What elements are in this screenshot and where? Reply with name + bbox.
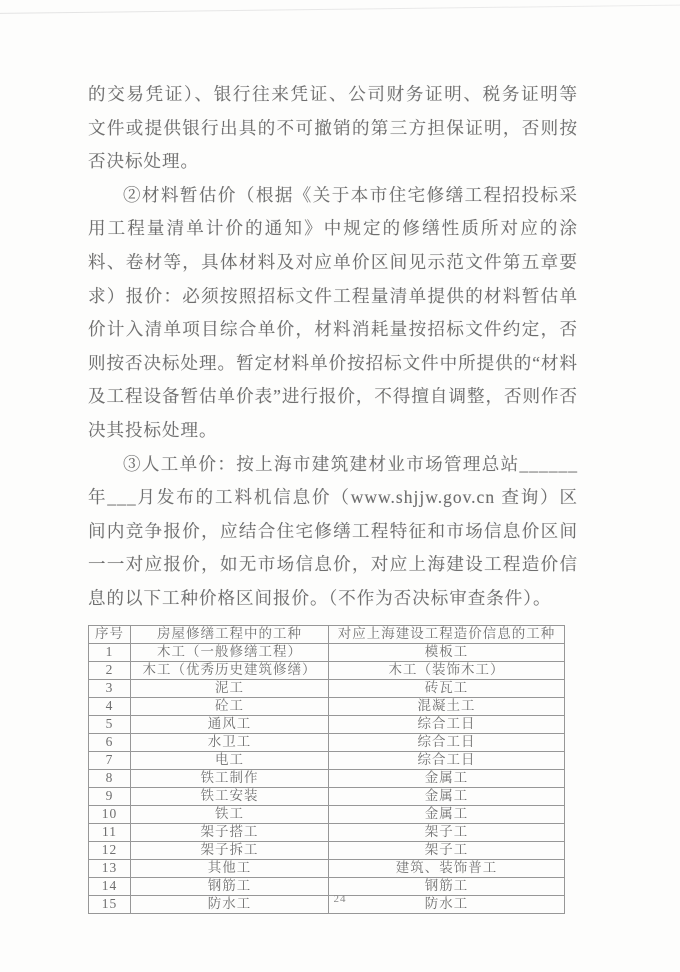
header-serial-number: 序号: [89, 625, 131, 643]
worker-table-body: [89, 643, 565, 913]
cell-repair-trade: 水卫工: [131, 733, 329, 751]
cell-repair-trade: 钢筋工: [131, 877, 329, 895]
cell-pricing-info-trade: 木工（装饰木工）: [329, 661, 565, 679]
paragraph-labor-unit-price: ③人工单价：按上海市建筑建材业市场管理总站______年___月发布的工料机信息价（www.shjjw.gov.cn 查询）区间内竞争报价，应结合住宅修缮工程特征和市场信息价区间一一对应报价，如无市场信息价，对应上海建设工程造价信息的以下工种价格区间报价。（不作为否决标审查条件）。: [88, 453, 578, 608]
cell-repair-trade: 木工（一般修缮工程）: [131, 643, 329, 661]
cell-serial-number: 15: [89, 895, 131, 913]
cell-serial-number: 4: [89, 697, 131, 715]
table-row: [89, 841, 565, 859]
cell-pricing-info-trade: 综合工日: [329, 733, 565, 751]
cell-pricing-info-trade: 架子工: [329, 841, 565, 859]
cell-repair-trade: 铁工制作: [131, 769, 329, 787]
cell-pricing-info-trade: 钢筋工: [329, 877, 565, 895]
cell-serial-number: 10: [89, 805, 131, 823]
cell-pricing-info-trade: 防水工: [329, 895, 565, 913]
cell-serial-number: 2: [89, 661, 131, 679]
cell-repair-trade: 泥工: [131, 679, 329, 697]
cell-pricing-info-trade: 架子工: [329, 823, 565, 841]
cell-pricing-info-trade: 砖瓦工: [329, 679, 565, 697]
cell-pricing-info-trade: 金属工: [329, 769, 565, 787]
table-row: [89, 697, 565, 715]
header-pricing-info-trade: 对应上海建设工程造价信息的工种: [329, 625, 565, 643]
trade-table-header: [89, 625, 565, 643]
cell-repair-trade: 防水工: [131, 895, 329, 913]
header-repair-trade: 房屋修缮工程中的工种: [131, 625, 329, 643]
table-row: [89, 769, 565, 787]
cell-repair-trade: 通风工: [131, 715, 329, 733]
table-row: [89, 715, 565, 733]
cell-serial-number: 13: [89, 859, 131, 877]
paragraph-material-provisional-price: ②材料暂估价（根据《关于本市住宅修缮工程招投标采用工程量清单计价的通知》中规定的修缮性质所对应的涂料、卷材等，具体材料及对应单价区间见示范文件第五章要求）报价：必须按照招标文件工程量清单提供的材料暂估单价计入清单项目综合单价，材料消耗量按招标文件约定，否则按否决标处理。暂定材料单价按招标文件中所提供的“材料及工程设备暂估单价表”进行报价，不得擅自调整，否则作否决其投标处理。: [88, 184, 578, 440]
cell-serial-number: 3: [89, 679, 131, 697]
cell-pricing-info-trade: 金属工: [329, 805, 565, 823]
cell-repair-trade: 其他工: [131, 859, 329, 877]
cell-serial-number: 8: [89, 769, 131, 787]
document-body: [88, 78, 578, 914]
cell-pricing-info-trade: 混凝土工: [329, 697, 565, 715]
scanner-line-artifact: [0, 4, 680, 14]
cell-serial-number: 1: [89, 643, 131, 661]
table-row: [89, 679, 565, 697]
cell-serial-number: 6: [89, 733, 131, 751]
table-row: [89, 805, 565, 823]
cell-pricing-info-trade: 综合工日: [329, 715, 565, 733]
cell-pricing-info-trade: 模板工: [329, 643, 565, 661]
trade-mapping-table: [88, 625, 565, 914]
cell-repair-trade: 电工: [131, 751, 329, 769]
table-row: [89, 859, 565, 877]
paragraph-bank-certificates: 的交易凭证）、银行往来凭证、公司财务证明、税务证明等文件或提供银行出具的不可撤销的第三方担保证明，否则按否决标处理。: [88, 84, 578, 172]
cell-serial-number: 5: [89, 715, 131, 733]
table-row: [89, 823, 565, 841]
cell-pricing-info-trade: 金属工: [329, 787, 565, 805]
cell-repair-trade: 架子拆工: [131, 841, 329, 859]
header-row: [89, 625, 565, 643]
table-row: [89, 643, 565, 661]
cell-serial-number: 11: [89, 823, 131, 841]
cell-repair-trade: 铁工安装: [131, 787, 329, 805]
cell-serial-number: 9: [89, 787, 131, 805]
cell-repair-trade: 砼工: [131, 697, 329, 715]
cell-repair-trade: 架子搭工: [131, 823, 329, 841]
cell-serial-number: 7: [89, 751, 131, 769]
cell-repair-trade: 木工（优秀历史建筑修缮）: [131, 661, 329, 679]
table-row: [89, 751, 565, 769]
table-row: [89, 787, 565, 805]
table-row: [89, 733, 565, 751]
cell-repair-trade: 铁工: [131, 805, 329, 823]
table-row: [89, 661, 565, 679]
cell-pricing-info-trade: 建筑、装饰普工: [329, 859, 565, 877]
cell-pricing-info-trade: 综合工日: [329, 751, 565, 769]
cell-serial-number: 14: [89, 877, 131, 895]
page-number: 24: [333, 893, 347, 905]
cell-serial-number: 12: [89, 841, 131, 859]
